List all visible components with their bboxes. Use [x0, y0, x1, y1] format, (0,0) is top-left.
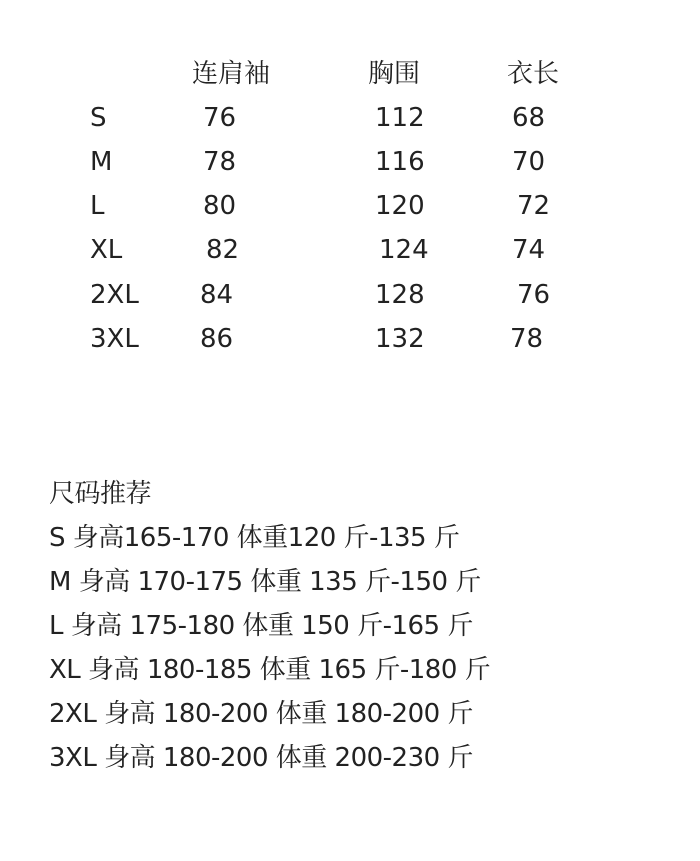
table-row-size: L — [90, 191, 105, 221]
recommendation-line: M 身高 170-175 体重 135 斤-150 斤 — [49, 567, 481, 597]
table-row-size: M — [90, 147, 113, 177]
recommendation-line: L 身高 175-180 体重 150 斤-165 斤 — [49, 611, 473, 641]
table-row-chest: 124 — [379, 235, 429, 265]
table-row-length: 70 — [512, 147, 546, 177]
header-length: 衣长 — [507, 59, 560, 89]
recommendation-title: 尺码推荐 — [49, 479, 152, 509]
header-chest: 胸围 — [368, 59, 421, 89]
table-row-sleeve: 76 — [203, 103, 237, 133]
table-row-length: 76 — [517, 280, 551, 310]
table-row-size: 3XL — [90, 324, 139, 354]
table-row-length: 68 — [512, 103, 546, 133]
table-row-sleeve: 82 — [206, 235, 240, 265]
size-table — [0, 0, 700, 380]
recommendation-line: 3XL 身高 180-200 体重 200-230 斤 — [49, 743, 473, 773]
header-sleeve: 连肩袖 — [192, 59, 271, 89]
table-row-size: XL — [90, 235, 123, 265]
size-recommendation — [49, 472, 669, 780]
table-row-length: 74 — [512, 235, 546, 265]
recommendation-line: S 身高165-170 体重120 斤-135 斤 — [49, 523, 460, 553]
table-row-chest: 128 — [375, 280, 425, 310]
table-row-size: 2XL — [90, 280, 139, 310]
table-row-chest: 116 — [375, 147, 425, 177]
recommendation-line: XL 身高 180-185 体重 165 斤-180 斤 — [49, 655, 491, 685]
table-row-length: 72 — [517, 191, 551, 221]
table-row-sleeve: 80 — [203, 191, 237, 221]
table-row-sleeve: 84 — [200, 280, 234, 310]
table-row-chest: 112 — [375, 103, 425, 133]
table-row-length: 78 — [510, 324, 544, 354]
table-row-size: S — [90, 103, 107, 133]
table-row-chest: 120 — [375, 191, 425, 221]
table-row-sleeve: 78 — [203, 147, 237, 177]
recommendation-line: 2XL 身高 180-200 体重 180-200 斤 — [49, 699, 473, 729]
table-row-sleeve: 86 — [200, 324, 234, 354]
table-row-chest: 132 — [375, 324, 425, 354]
